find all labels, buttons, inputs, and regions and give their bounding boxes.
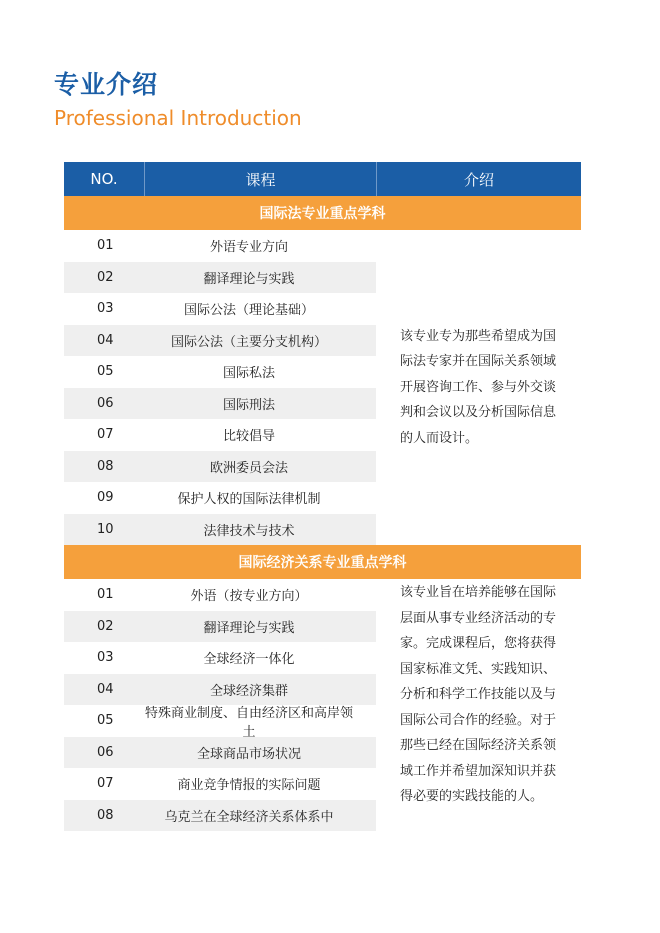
table-row	[64, 579, 376, 611]
table-row	[64, 768, 376, 800]
row-no: 06	[97, 395, 114, 411]
header-intro: 介绍	[376, 162, 581, 196]
row-course: 全球经济集群	[209, 683, 288, 699]
table-row	[64, 674, 376, 706]
row-course: 乌克兰在全球经济关系体系中	[164, 809, 334, 825]
intro-text: 该专业专为那些希望成为国际法专家并在国际关系领域开展咨询工作、参与外交谈判和会议以及分析国际信息的人而设计。	[400, 328, 557, 446]
row-course: 翻译理论与实践	[203, 271, 295, 287]
table-row	[64, 705, 376, 740]
row-course: 保护人权的国际法律机制	[177, 492, 321, 508]
table-row	[64, 514, 376, 546]
row-no: 06	[97, 744, 114, 760]
row-no: 07	[97, 427, 114, 443]
section-international-law	[64, 230, 581, 545]
row-course: 翻译理论与实践	[203, 620, 295, 636]
table-row	[64, 325, 376, 357]
table-header	[64, 162, 581, 196]
section-intro-international-law	[376, 230, 581, 545]
row-no: 08	[97, 807, 114, 823]
table-row	[64, 419, 376, 451]
row-course: 欧洲委员会法	[209, 460, 288, 476]
row-course: 比较倡导	[222, 429, 275, 445]
row-course: 国际私法	[222, 366, 275, 382]
row-no: 03	[97, 301, 114, 317]
row-course: 国际刑法	[222, 397, 275, 413]
table-row	[64, 293, 376, 325]
row-course: 商业竞争情报的实际问题	[177, 778, 321, 794]
table-row	[64, 642, 376, 674]
table-row	[64, 230, 376, 262]
header-course: 课程	[144, 162, 376, 196]
header-no: NO.	[90, 170, 118, 188]
row-course: 外语专业方向	[209, 240, 288, 256]
page-title: 专业介绍	[54, 70, 159, 99]
row-no: 03	[97, 650, 114, 666]
table-row	[64, 482, 376, 514]
row-course: 全球经济一体化	[203, 652, 295, 668]
intro-text: 该专业旨在培养能够在国际层面从事专业经济活动的专家。完成课程后，您将获得国家标准文凭、实践知识、分析和科学工作技能以及与国际公司合作的经验。对于那些已经在国际经济关系领域工作并希望加深知识并获得必要的实践技能的人。	[400, 585, 557, 804]
row-course: 全球商品市场状况	[196, 746, 301, 762]
row-no: 01	[97, 587, 114, 603]
row-course: 外语（按专业方向）	[190, 589, 308, 605]
row-no: 04	[97, 681, 114, 697]
row-no: 08	[97, 458, 114, 474]
row-no: 04	[97, 332, 114, 348]
row-no: 09	[97, 490, 114, 506]
row-no: 02	[97, 618, 114, 634]
section-title-international-law: 国际法专业重点学科	[64, 196, 581, 230]
page-subtitle: Professional Introduction	[54, 106, 302, 130]
row-no: 10	[97, 521, 114, 537]
table-row	[64, 262, 376, 294]
row-no: 05	[97, 713, 114, 729]
table-row	[64, 388, 376, 420]
section-title-international-economic-relations: 国际经济关系专业重点学科	[64, 545, 581, 579]
row-no: 05	[97, 364, 114, 380]
row-no: 01	[97, 238, 114, 254]
table-row	[64, 451, 376, 483]
table-row	[64, 611, 376, 643]
course-table	[64, 162, 581, 831]
table-row	[64, 800, 376, 832]
row-no: 02	[97, 269, 114, 285]
row-no: 07	[97, 776, 114, 792]
row-course: 特殊商业制度、自由经济区和高岸领土	[144, 705, 353, 740]
table-row	[64, 356, 376, 388]
row-course: 国际公法（主要分支机构）	[170, 334, 327, 350]
row-course: 法律技术与技术	[203, 523, 295, 539]
row-course: 国际公法（理论基础）	[183, 303, 314, 319]
section-intro-international-economic-relations	[376, 579, 581, 831]
table-row	[64, 737, 376, 769]
section-international-economic-relations	[64, 579, 581, 831]
